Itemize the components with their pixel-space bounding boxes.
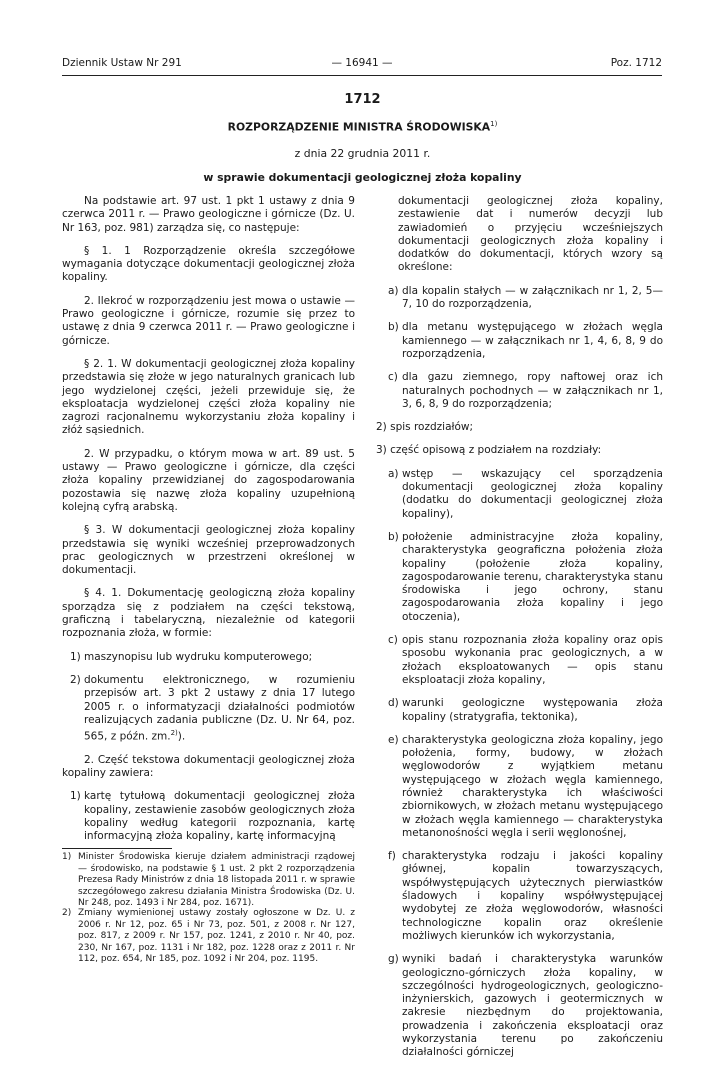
left-column <box>62 195 355 854</box>
list-text <box>84 674 355 744</box>
list-marker: g) <box>388 953 399 966</box>
act-title-text: ROZPORZĄDZENIE MINISTRA ŚRODOWISKA <box>227 120 491 134</box>
list-text: charakterystyka rodzaju i jakości kopaliny głównej, kopalin towarzyszących, współwystępujących użytecznych pierwiastków śladowych i kopaliny współwystępującej wydobytej ze złoża węglowodorów, własności technologiczne kopalin oraz określenie możliwych kierunków ich wykorzystania, <box>402 850 663 942</box>
chapter-list-item: 3) część opisową z podziałem na rozdziały: <box>376 444 602 457</box>
continuation-paragraph: dokumentacji geologicznej złoża kopaliny, zestawienie dat i numerów decyzji lub zawiadomień o przyjęciu wcześniejszych dokumentacji geologicznych złoża kopaliny i dodatków do dokumentacji, których wzory są określone: <box>398 195 663 274</box>
list-marker: c) <box>388 371 398 384</box>
list-item <box>62 790 355 843</box>
section-4-1: § 4. 1. Dokumentację geologiczną złoża kopaliny sporządza się z podziałem na części tekstową, graficzną i tabelaryczną, niezależnie od kategorii rozpoznania złoża, w formie: <box>62 587 355 640</box>
list-text-end: ). <box>177 730 186 743</box>
footnote-text: Minister Środowiska kieruje działem administracji rządowej — środowisko, na podstawie § 1 ust. 2 pkt 2 rozporządzenia Prezesa Rady Ministrów z dnia 18 listopada 2011 r. w sprawie szczegółowego zakresu działania Ministra Środowiska (Dz. U. Nr 248, poz. 1493 i Nr 284, poz. 1671). <box>78 852 355 909</box>
intro-paragraph: Na podstawie art. 97 ust. 1 pkt 1 ustawy z dnia 9 czerwca 2011 r. — Prawo geologiczne i górnicze (Dz. U. Nr 163, poz. 981) zarządza się, co następuje: <box>62 195 355 234</box>
list-item <box>376 468 663 521</box>
list-item <box>376 697 663 724</box>
list-text-main: dokumentu elektronicznego, w rozumieniu przepisów art. 3 pkt 2 ustawy z dnia 17 lutego 2005 r. o informatyzacji działalności podmiotów realizujących zadania publiczne (Dz. U. Nr 64, poz. 565, z późn. zm. <box>84 673 355 743</box>
list-marker: c) <box>388 634 398 647</box>
chapter-list-item: 2) spis rozdziałów; <box>376 421 474 434</box>
list-text: dla kopalin stałych — w załącznikach nr 1, 2, 5—7, 10 do rozporządzenia, <box>402 284 663 311</box>
list-item <box>62 651 355 664</box>
footnote-ref: 2) <box>170 729 178 738</box>
list-text: charakterystyka geologiczna złoża kopaliny, jego położenia, formy, budowy, w złożach węglowodorów z wyjątkiem metanu występującego w złożach węgla kamiennego, również charakterystyka ich właściwości zbiornikowych, w złożach metanu występującego w złożach węgla kamiennego — charakterystyka metanonośności węgla i serii węglonośnej, <box>402 733 663 839</box>
footnote-marker: 1) <box>62 852 72 862</box>
list-text: dla metanu występującego w złożach węgla kamiennego — w załącznikach nr 1, 4, 6, 8, 9 do rozporządzenia, <box>402 321 663 360</box>
footnote-marker: 2) <box>62 908 72 918</box>
section-3: § 3. W dokumentacji geologicznej złoża kopaliny przedstawia się wyniki wcześniej przeprowadzonych prac geologicznych w przestrzeni określonej w dokumentacji. <box>62 524 355 577</box>
list-item <box>376 734 663 840</box>
section-1-1: § 1. 1 Rozporządzenie określa szczegółowe wymagania dotyczące dokumentacji geologicznej złoża kopaliny. <box>62 244 355 284</box>
header-rule <box>62 75 662 76</box>
list-item <box>376 634 663 687</box>
list-text: położenie administracyjne złoża kopaliny, charakterystyka geograficzna położenia złoża kopaliny (położenie złoża kopaliny, zagospodarowanie terenu, charakterystyka stanu środowiska i jego ochrony, stanu zagospodarowania złoża kopaliny i jego otoczenia), <box>402 530 663 623</box>
list-marker: b) <box>388 321 399 334</box>
list-marker: d) <box>388 697 399 710</box>
page-number: — 16941 — <box>331 57 393 69</box>
act-number: 1712 <box>344 92 381 107</box>
act-subject: w sprawie dokumentacji geologicznej złoża kopaliny <box>203 171 522 184</box>
act-date: z dnia 22 grudnia 2011 r. <box>294 147 431 160</box>
title-footnote-ref: 1) <box>490 120 498 128</box>
list-text: dla gazu ziemnego, ropy naftowej oraz ich naturalnych pochodnych — w załącznikach nr 1, 3, 6, 8, 9 do rozporządzenia; <box>402 371 663 410</box>
list-marker: f) <box>388 850 396 863</box>
section-4-2: 2. Część tekstowa dokumentacji geologicznej złoża kopaliny zawiera: <box>62 753 355 780</box>
list-text: maszynopisu lub wydruku komputerowego; <box>84 650 313 663</box>
section-2-2: 2. W przypadku, o którym mowa w art. 89 ust. 5 ustawy — Prawo geologiczne i górnicze, dla części złoża kopaliny przewidzianej do zagospodarowania pozostawia się nazwę złoża kopaliny uzupełnioną kolejną cyfrą arabską. <box>62 447 355 513</box>
footnote <box>62 908 355 966</box>
footnote-rule <box>62 848 172 849</box>
list-marker: 1) <box>70 650 81 663</box>
list-item <box>62 674 355 744</box>
list-marker: a) <box>388 284 399 297</box>
list-marker: b) <box>388 530 399 543</box>
list-item <box>376 321 663 361</box>
list-text: warunki geologiczne występowania złoża kopaliny (stratygrafia, tektonika), <box>402 697 663 723</box>
act-title <box>0 120 725 134</box>
section-2-1: § 2. 1. W dokumentacji geologicznej złoża kopaliny przedstawia się złoże w jego naturalnych granicach lub jego wydzielonej części, jeżeli przewiduje się, że eksploatacja wydzielonej części złoża kopaliny nie zagrozi racjonalnemu wykorzystaniu złoża kopaliny i złóż sąsiednich. <box>62 357 355 437</box>
list-item <box>376 531 663 624</box>
list-item <box>376 953 663 1059</box>
list-text: kartę tytułową dokumentacji geologicznej złoża kopaliny, zestawienie zasobów geologicznych złoża kopaliny według kategorii rozpoznania, kartę informacyjną złoża kopaliny, kartę informacyjną <box>84 790 355 843</box>
list-item <box>376 371 663 411</box>
list-marker: a) <box>388 467 399 480</box>
list-text: wstęp — wskazujący cel sporządzenia dokumentacji geologicznej złoża kopaliny (dodatku do dokumentacji geologicznej złoża kopaliny), <box>402 467 663 520</box>
list-marker: 1) <box>70 790 81 803</box>
right-column <box>376 195 663 1070</box>
footnote-text: Zmiany wymienionej ustawy zostały ogłoszone w Dz. U. z 2006 r. Nr 12, poz. 65 i Nr 73, poz. 501, z 2008 r. Nr 127, poz. 817, z 2009 r. Nr 157, poz. 1241, z 2010 r. Nr 40, poz. 230, Nr 167, poz. 1131 i Nr 182, poz. 1228 oraz z 2011 r. Nr 112, poz. 654, Nr 185, poz. 1092 i Nr 204, poz. 1195. <box>78 908 355 965</box>
list-item <box>376 285 663 312</box>
list-text: opis stanu rozpoznania złoża kopaliny oraz opis sposobu wykonania prac geologicznych, a w złożach eksploatowanych — opis stanu eksploatacji złoża kopaliny, <box>402 634 663 686</box>
list-item <box>376 850 663 943</box>
list-text: wyniki badań i charakterystyka warunków geologiczno-górniczych złoża kopaliny, w szczególności hydrogeologicznych, geologiczno-inżynierskich, gazowych i geotermicznych w zakresie niezbędnym do projektowania, prowadzenia i zakończenia eksploatacji oraz wykorzystania terenu po zakończeniu działalności górniczej <box>402 953 663 1059</box>
list-marker: 2) <box>70 673 81 686</box>
footnote <box>62 852 355 910</box>
section-1-2: 2. Ilekroć w rozporządzeniu jest mowa o ustawie — Prawo geologiczne i górnicze, rozumie się przez to ustawę z dnia 9 czerwca 2011 r. — Prawo geologiczne i górnicze. <box>62 294 355 347</box>
position-number: Poz. 1712 <box>610 57 662 69</box>
running-header <box>62 57 662 73</box>
journal-name: Dziennik Ustaw Nr 291 <box>62 57 182 69</box>
list-marker: e) <box>388 733 399 746</box>
